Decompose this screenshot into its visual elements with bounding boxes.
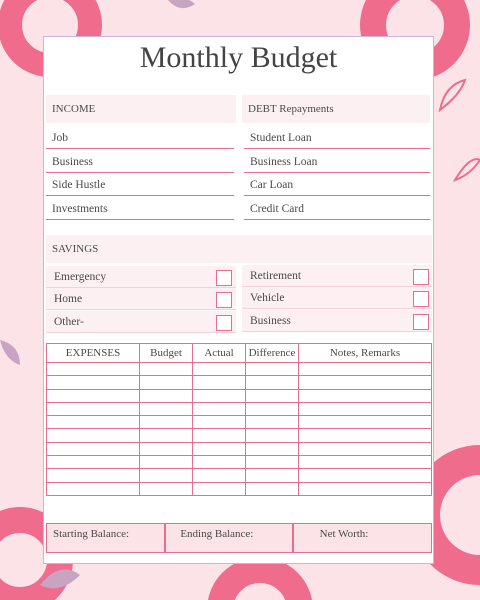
debt-student-loan-line[interactable]: Student Loan (244, 125, 430, 149)
table-cell[interactable] (140, 429, 193, 442)
table-row (47, 456, 432, 469)
retirement-checkbox[interactable] (413, 269, 429, 285)
table-cell[interactable] (246, 429, 299, 442)
savings-emergency: Emergency (46, 266, 236, 288)
expenses-table (46, 343, 432, 496)
net-worth[interactable]: Net Worth: (293, 523, 432, 553)
budget-sheet (43, 36, 434, 564)
table-cell[interactable] (299, 469, 432, 482)
debt-credit-card-line[interactable]: Credit Card (244, 196, 430, 220)
savings-heading: SAVINGS (46, 235, 432, 263)
table-row (47, 442, 432, 455)
table-cell[interactable] (299, 416, 432, 429)
table-cell[interactable] (140, 416, 193, 429)
table-cell[interactable] (246, 482, 299, 495)
col-difference: Difference (246, 344, 299, 363)
table-cell[interactable] (193, 429, 246, 442)
starting-balance[interactable]: Starting Balance: (46, 523, 165, 553)
table-cell[interactable] (246, 416, 299, 429)
table-row (47, 482, 432, 495)
table-row (47, 376, 432, 389)
table-cell[interactable] (193, 456, 246, 469)
balance-footer (46, 523, 432, 553)
home-checkbox[interactable] (216, 292, 232, 308)
table-cell[interactable] (246, 363, 299, 376)
business-checkbox[interactable] (413, 314, 429, 330)
table-cell[interactable] (140, 456, 193, 469)
table-cell[interactable] (299, 442, 432, 455)
income-side-hustle-line[interactable]: Side Hustle (46, 172, 234, 196)
vehicle-checkbox[interactable] (413, 291, 429, 307)
table-cell[interactable] (299, 402, 432, 415)
table-cell[interactable] (140, 376, 193, 389)
table-cell[interactable] (47, 402, 140, 415)
table-cell[interactable] (193, 416, 246, 429)
table-cell[interactable] (299, 376, 432, 389)
table-cell[interactable] (246, 389, 299, 402)
table-cell[interactable] (246, 402, 299, 415)
table-row (47, 416, 432, 429)
table-cell[interactable] (299, 482, 432, 495)
table-cell[interactable] (299, 363, 432, 376)
table-cell[interactable] (47, 442, 140, 455)
table-cell[interactable] (47, 389, 140, 402)
table-cell[interactable] (140, 469, 193, 482)
table-row (47, 429, 432, 442)
savings-home: Home (46, 288, 236, 310)
col-expenses: EXPENSES (47, 344, 140, 363)
table-cell[interactable] (47, 469, 140, 482)
table-cell[interactable] (140, 402, 193, 415)
savings-other: Other- (46, 311, 236, 333)
table-cell[interactable] (246, 456, 299, 469)
debt-business-loan-line[interactable]: Business Loan (244, 149, 430, 173)
savings-business: Business (242, 310, 432, 332)
table-cell[interactable] (47, 376, 140, 389)
income-job-line[interactable]: Job (46, 125, 234, 149)
table-cell[interactable] (193, 442, 246, 455)
income-heading: INCOME (46, 95, 236, 123)
debt-heading: DEBT Repayments (242, 95, 430, 123)
table-cell[interactable] (193, 389, 246, 402)
ending-balance[interactable]: Ending Balance: (165, 523, 292, 553)
table-cell[interactable] (246, 469, 299, 482)
table-cell[interactable] (299, 456, 432, 469)
col-actual: Actual (193, 344, 246, 363)
savings-retirement: Retirement (242, 265, 432, 287)
table-cell[interactable] (47, 429, 140, 442)
other-checkbox[interactable] (216, 315, 232, 331)
expenses-body (47, 363, 432, 496)
table-cell[interactable] (47, 482, 140, 495)
table-row (47, 389, 432, 402)
table-cell[interactable] (140, 482, 193, 495)
debt-car-loan-line[interactable]: Car Loan (244, 172, 430, 196)
table-cell[interactable] (299, 429, 432, 442)
table-row (47, 363, 432, 376)
savings-vehicle: Vehicle (242, 287, 432, 309)
income-business-line[interactable]: Business (46, 149, 234, 173)
table-cell[interactable] (193, 482, 246, 495)
table-cell[interactable] (140, 363, 193, 376)
income-investments-line[interactable]: Investments (46, 196, 234, 220)
table-cell[interactable] (140, 442, 193, 455)
table-cell[interactable] (47, 456, 140, 469)
table-cell[interactable] (47, 363, 140, 376)
table-cell[interactable] (193, 363, 246, 376)
table-cell[interactable] (246, 376, 299, 389)
table-cell[interactable] (299, 389, 432, 402)
table-cell[interactable] (47, 416, 140, 429)
emergency-checkbox[interactable] (216, 270, 232, 286)
col-notes: Notes, Remarks (299, 344, 432, 363)
table-cell[interactable] (193, 376, 246, 389)
table-cell[interactable] (140, 389, 193, 402)
col-budget: Budget (140, 344, 193, 363)
table-cell[interactable] (246, 442, 299, 455)
table-cell[interactable] (193, 402, 246, 415)
table-row (47, 402, 432, 415)
table-cell[interactable] (193, 469, 246, 482)
page-title: Monthly Budget (139, 41, 338, 74)
table-row (47, 469, 432, 482)
